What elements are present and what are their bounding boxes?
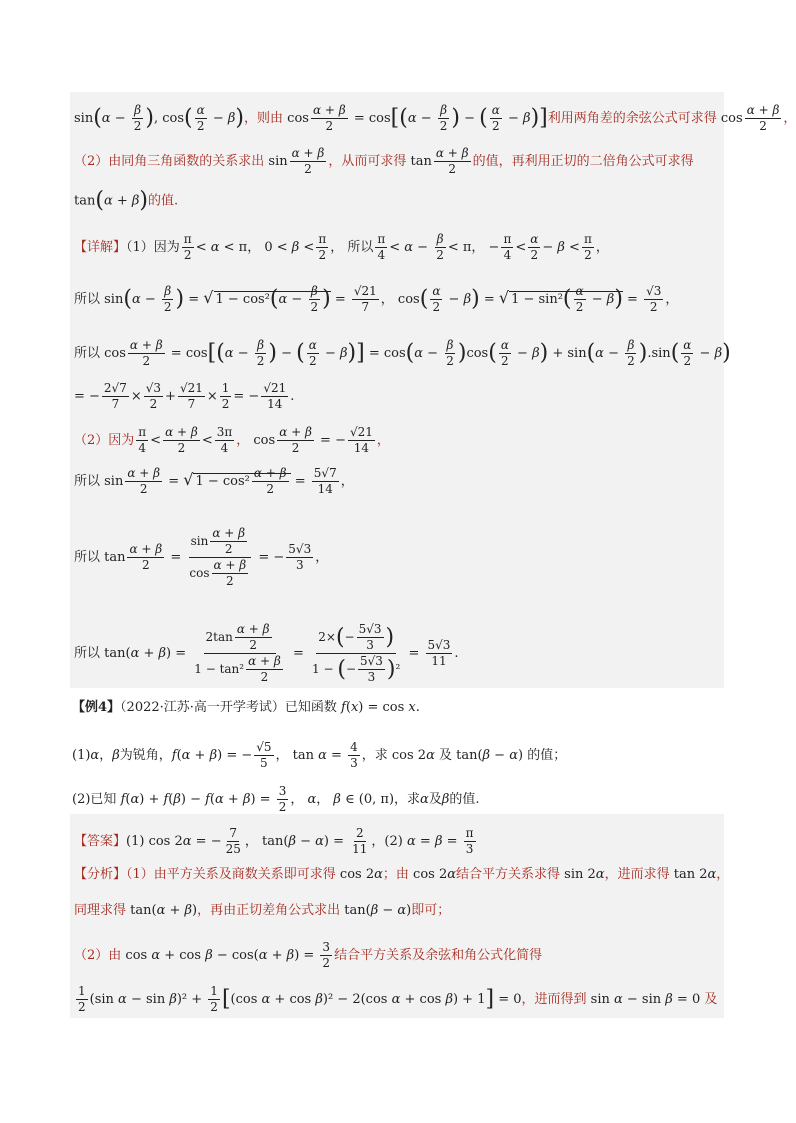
solution4-analysis1: 【分析】（1）由平方关系及商数关系即可求得 cos 2α；由 cos 2α结合平方关系求得 sin 2α，进而求得 tan 2α， [74,867,730,882]
example4-label: 【例4】 [72,700,121,715]
detail-line1: 【详解】（1）因为 $\frac{\pi}{2}$ < α < π， 0 < β < $\frac{\pi}{2}$ ， 所以 $\frac{\pi}{4}$ < α − $\frac{\beta}{2}$ < π， − $\frac{\pi}{4}$ < $\frac{\alpha}{2}$ − β < $\frac{\pi}{2}$ ， [74,232,609,262]
analysis-label: 【分析】 [74,867,127,882]
answer-label: 【答案】 [74,834,127,849]
example4-source: （2022·江苏·高一开学考试） [120,700,285,715]
detail-line5: （2）因为 $\frac{\pi}{4}$ < $\frac{\alpha + \beta}{2}$ < $\frac{3\pi}{4}$ ， cos $\frac{\alpha + \beta}{2}$ = − $\frac{√21}{14}$ ， [74,425,390,455]
solution4-analysis2: 同理求得 tan(α + β)，再由正切差角公式求出 tan(β − α)即可； [74,903,451,918]
detail-line6: 所以 sin $\frac{\alpha + \beta}{2}$ = √ 1 − cos² $\frac{\alpha + \beta}{2}$ = $\frac{5√7}{14}$ ， [74,466,354,496]
solution3-line2: （2）由同角三角函数的关系求出 sin $\frac{\alpha + \beta}{2}$ ，从而可求得 tan $\frac{\alpha + \beta}{2}$ 的值，再利用正切的二倍角公式可求得 [74,146,694,176]
solution3-line1: sin(α − $\frac{\beta}{2}$ ), cos( $\frac{\alpha}{2}$ − β)，则由 cos $\frac{\alpha + \beta}{2}$ = cos[(α − $\frac{\beta}{2}$ ) − ( $\frac{\alpha}{2}$ − β)]利用两角差的余弦公式可求得 cos $\frac{\alpha + \beta}{2}$ ， [74,103,796,133]
example4-q2: (2)已知 f(α) + f(β) − f(α + β) = $\frac{3}{2}$ ， α， β ∈ (0, π)，求α及β的值. [72,784,480,814]
solution4-analysis3: （2）由 cos α + cos β − cos(α + β) = $\frac{3}{2}$ 结合平方关系及余弦和角公式化简得 [74,940,543,970]
example4-header: 【例4】（2022·江苏·高一开学考试）已知函数 f(x) = cos x. [72,700,420,715]
solution4-answer: 【答案】(1) cos 2α = − $\frac{7}{25}$ ， tan(β − α) = $\frac{2}{11}$ ，(2) α = β = $\frac{\pi}{3}$ [74,826,474,856]
example4-q1: (1)α，β为锐角，f(α + β) = − $\frac{√5}{5}$ ， tan α = $\frac{4}{3}$ ，求 cos 2α 及 tan(β − α) 的值； [72,740,567,770]
detail-line3: 所以 cos $\frac{\alpha + \beta}{2}$ = cos[(α − $\frac{\beta}{2}$ ) − ( $\frac{\alpha}{2}$ − β)] = cos(α − $\frac{\beta}{2}$ )cos( $\frac{\alpha}{2}$ − β) + sin(α − $\frac{\beta}{2}$ ).sin( $\frac{\alpha}{2}$ − β) [74,338,731,368]
solution3-line3: tan(α + β)的值. [74,188,179,213]
detail-line8: 所以 tan(α + β) = 2tan $\frac{\alpha + \beta}{2}$ 1 − tan² $\frac{\alpha + \beta}{2}$ = 2×(− $\frac{5√3}{3}$ ) 1 − (− $\frac{5√3}{3}$ )² = $\frac{5√3}{11}$ . [74,622,459,684]
detail-line4: = − $\frac{2√7}{7}$ × $\frac{√3}{2}$ + $\frac{√21}{7}$ × $\frac{1}{2}$ = − $\frac{√21}{14}$ . [74,381,295,411]
detail-line7: 所以 tan $\frac{\alpha + \beta}{2}$ = sin $\frac{\alpha + \beta}{2}$ cos $\frac{\alpha + \beta}{2}$ = − $\frac{5√3}{3}$ ， [74,526,329,588]
detail-line2: 所以 sin(α − $\frac{\beta}{2}$ ) = √ 1 − cos²(α − $\frac{\beta}{2}$ ) = $\frac{√21}{7}$ ， cos( $\frac{\alpha}{2}$ − β) = √ 1 − sin²( $\frac{\alpha}{2}$ − β) = $\frac{√3}{2}$ ， [74,284,679,314]
solution4-analysis4: $\frac{1}{2}$ (sin α − sin β)² + $\frac{1}{2}$ [(cos α + cos β)² − 2(cos α + cos β) + 1] = 0，进而得到 sin α − sin β = 0 及 [78,984,718,1014]
detail-label: 【详解】 [74,240,127,255]
